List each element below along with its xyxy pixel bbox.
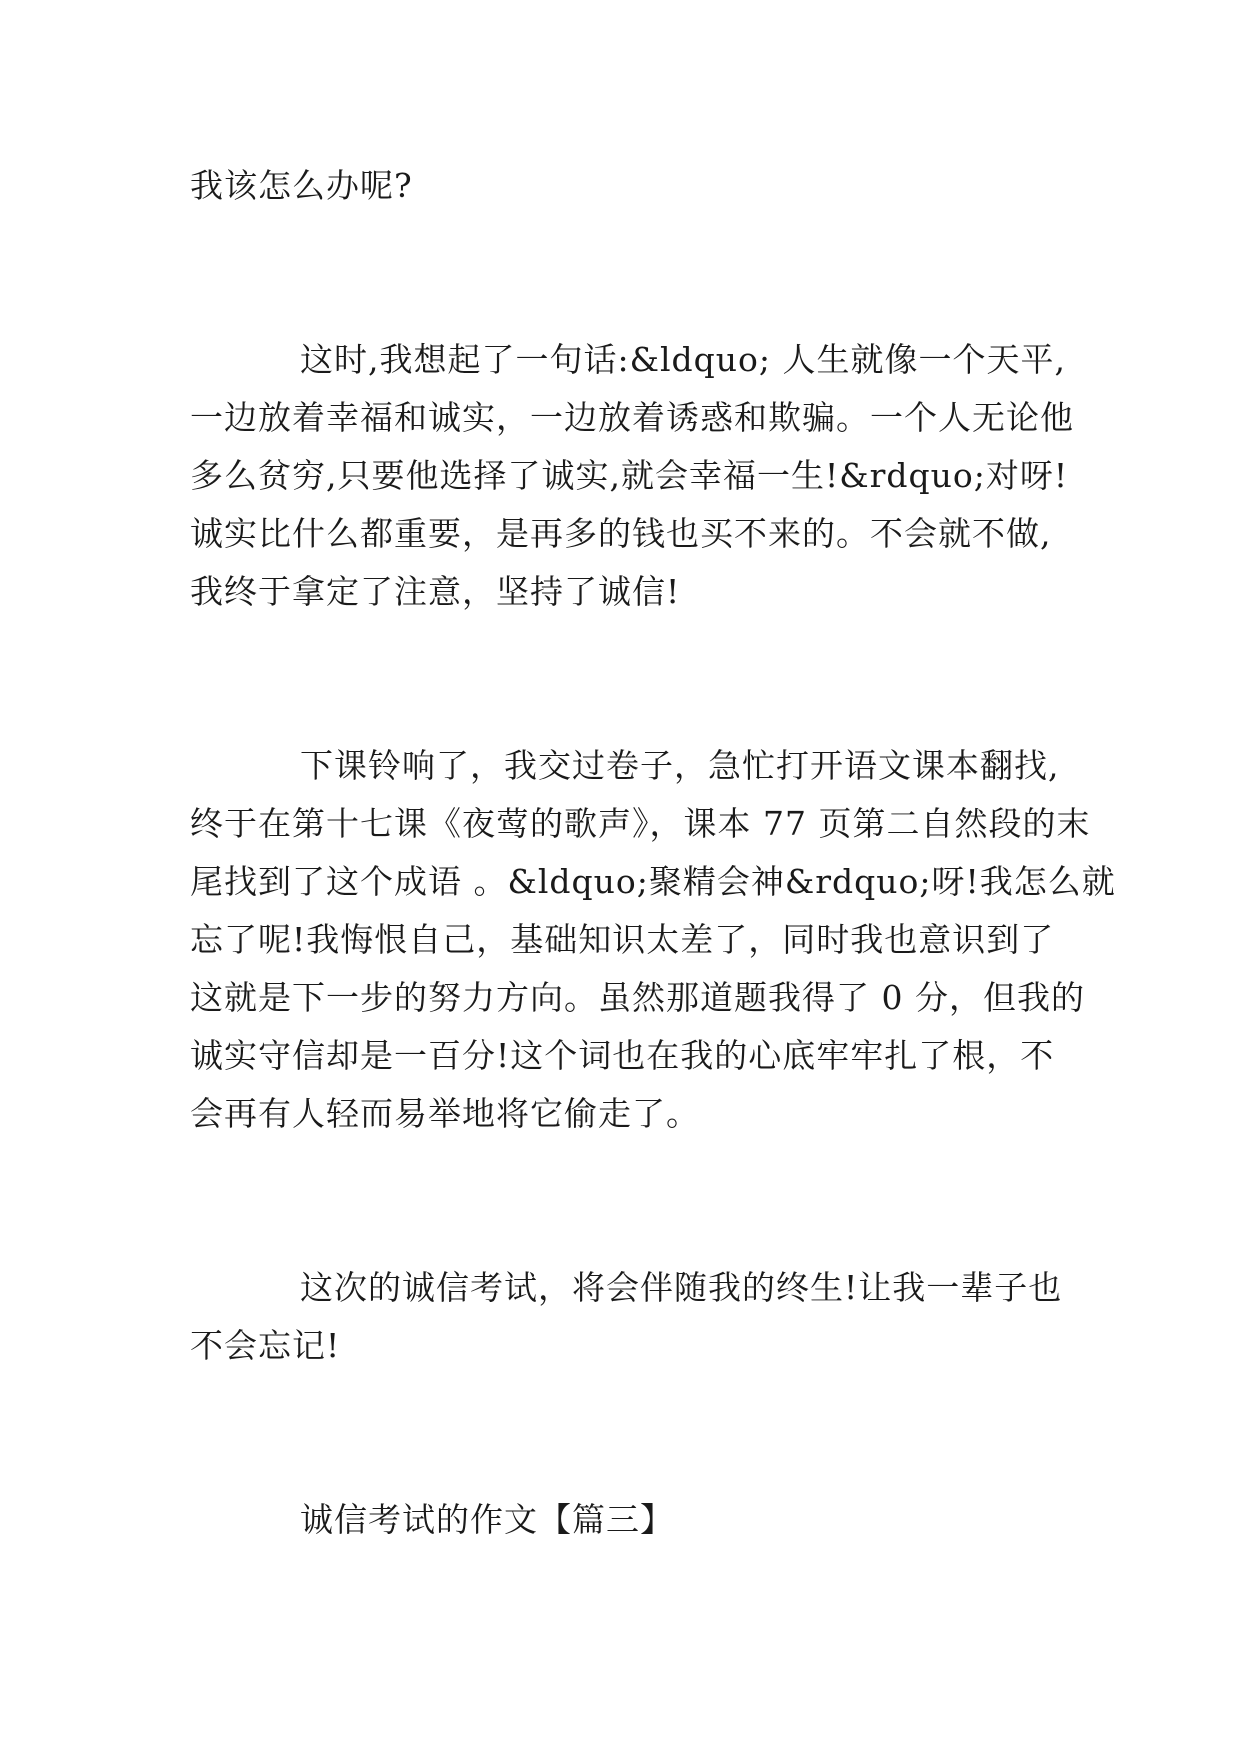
paragraph-4-line-1: 这次的诚信考试，将会伴随我的终生!让我一辈子也 [300, 1268, 1063, 1307]
paragraph-2-line-4: 诚实比什么都重要，是再多的钱也买不来的。不会就不做, [190, 514, 1052, 553]
paragraph-2-line-5: 我终于拿定了注意，坚持了诚信! [190, 572, 681, 611]
paragraph-2-line-2: 一边放着幸福和诚实，一边放着诱惑和欺骗。一个人无论他 [190, 398, 1074, 437]
paragraph-3-line-4: 忘了呢!我悔恨自己，基础知识太差了，同时我也意识到了 [190, 920, 1055, 959]
paragraph-4-line-2: 不会忘记! [190, 1326, 341, 1365]
section-heading: 诚信考试的作文【篇三】 [300, 1500, 674, 1539]
paragraph-2-line-1: 这时,我想起了一句话:&ldquo; 人生就像一个天平, [300, 340, 1067, 379]
paragraph-3-line-3: 尾找到了这个成语 。&ldquo;聚精会神&rdquo;呀!我怎么就 [190, 862, 1116, 901]
paragraph-3-line-6: 诚实守信却是一百分!这个词也在我的心底牢牢扎了根，不 [190, 1036, 1055, 1075]
paragraph-3-line-7: 会再有人轻而易举地将它偷走了。 [190, 1094, 700, 1133]
paragraph-3-line-5: 这就是下一步的努力方向。虽然那道题我得了 0 分，但我的 [190, 978, 1085, 1017]
paragraph-3-line-2: 终于在第十七课《夜莺的歌声》，课本 77 页第二自然段的末 [190, 804, 1091, 843]
paragraph-2-line-3: 多么贫穷,只要他选择了诚实,就会幸福一生!&rdquo;对呀! [190, 456, 1069, 495]
paragraph-1-line-1: 我该怎么办呢? [190, 166, 413, 205]
paragraph-3-line-1: 下课铃响了，我交过卷子，急忙打开语文课本翻找, [300, 746, 1060, 785]
